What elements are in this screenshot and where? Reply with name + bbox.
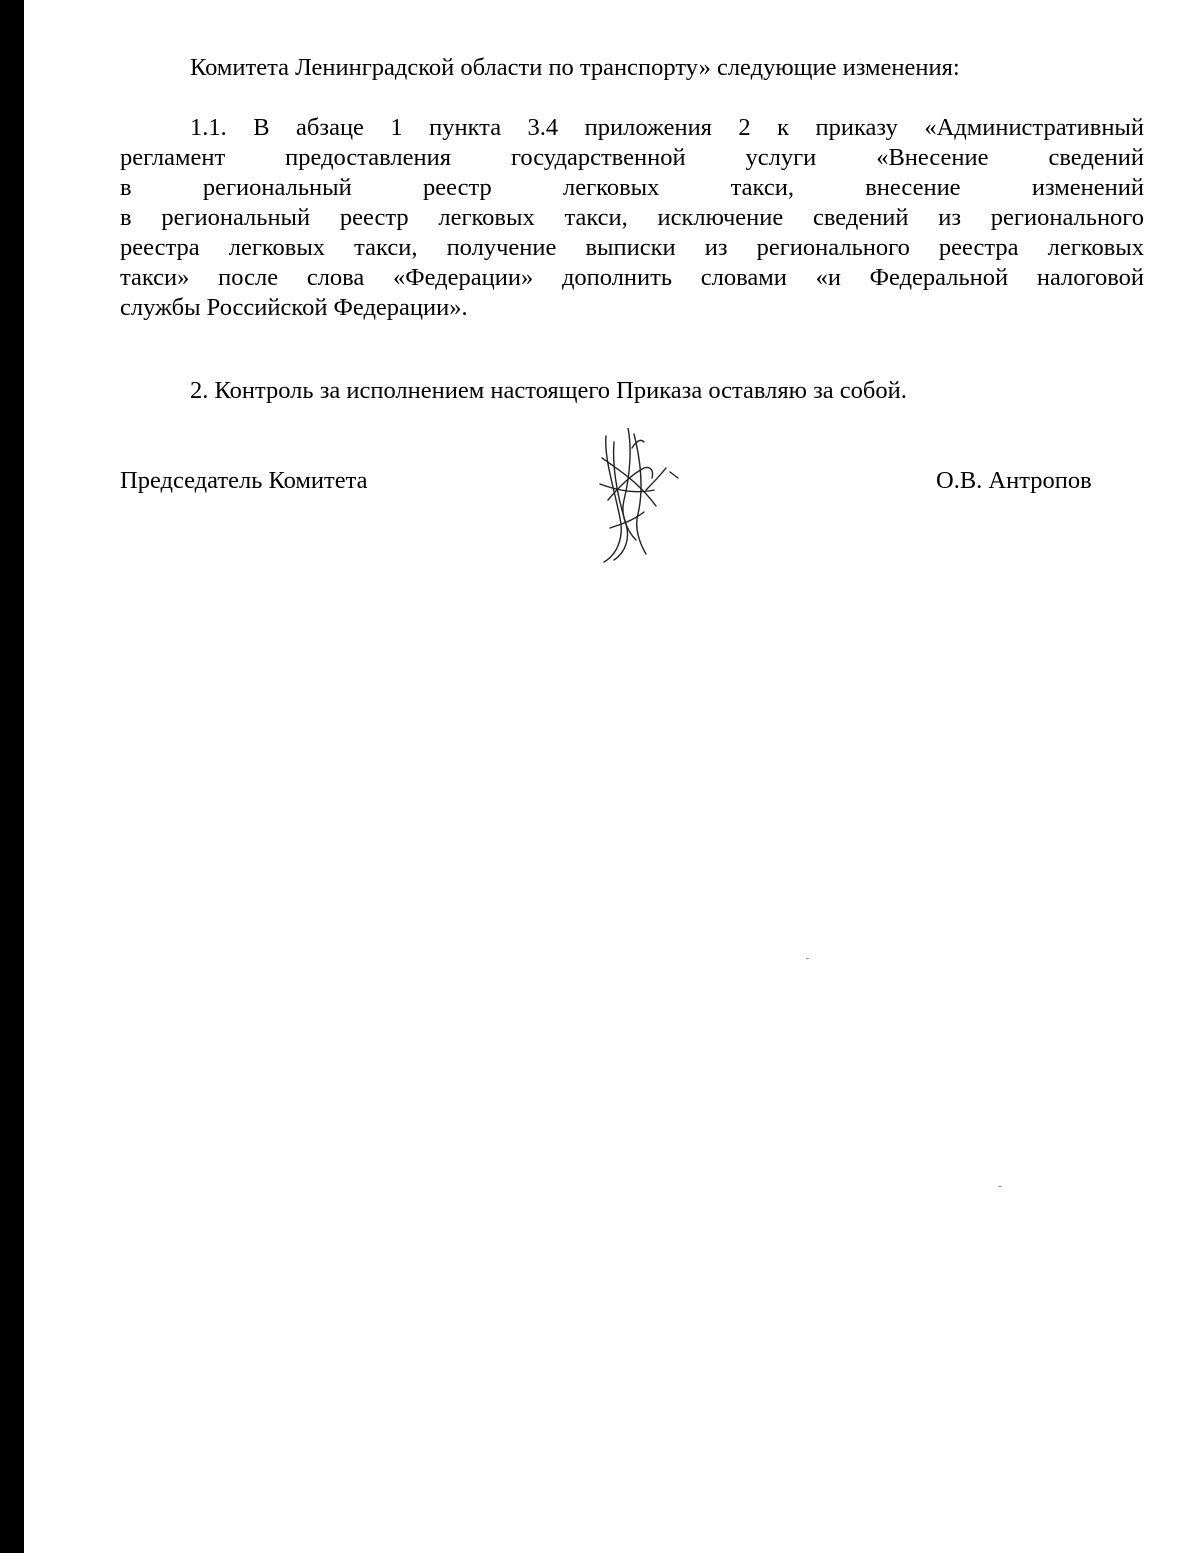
paragraph-1-1-line-2: регламент предоставления государственной услуги «Внесение сведений (120, 144, 1144, 171)
paragraph-1-1-line-4: в региональный реестр легковых такси, исключение сведений из регионального (120, 204, 1144, 231)
intro-line: Комитета Ленинградской области по транспорту» следующие изменения: (190, 54, 960, 81)
paragraph-2: 2. Контроль за исполнением настоящего Приказа оставляю за собой. (190, 377, 907, 404)
signatory-name: О.В. Антропов (936, 467, 1092, 494)
paragraph-1-1-line-1: 1.1. В абзаце 1 пункта 3.4 приложения 2 к приказу «Административный (190, 114, 1144, 141)
paragraph-1-1-line-6: такси» после слова «Федерации» дополнить словами «и Федеральной налоговой (120, 264, 1144, 291)
paragraph-1-1-line-7: службы Российской Федерации». (120, 294, 468, 321)
scan-speck (998, 1186, 1002, 1187)
handwritten-signature (574, 428, 694, 568)
scan-speck (806, 958, 809, 959)
paragraph-1-1-line-5: реестра легковых такси, получение выписки из регионального реестра легковых (120, 234, 1144, 261)
signatory-title: Председатель Комитета (120, 467, 368, 494)
paragraph-1-1-line-3: в региональный реестр легковых такси, внесение изменений (120, 174, 1144, 201)
document-page (24, 0, 1200, 1553)
